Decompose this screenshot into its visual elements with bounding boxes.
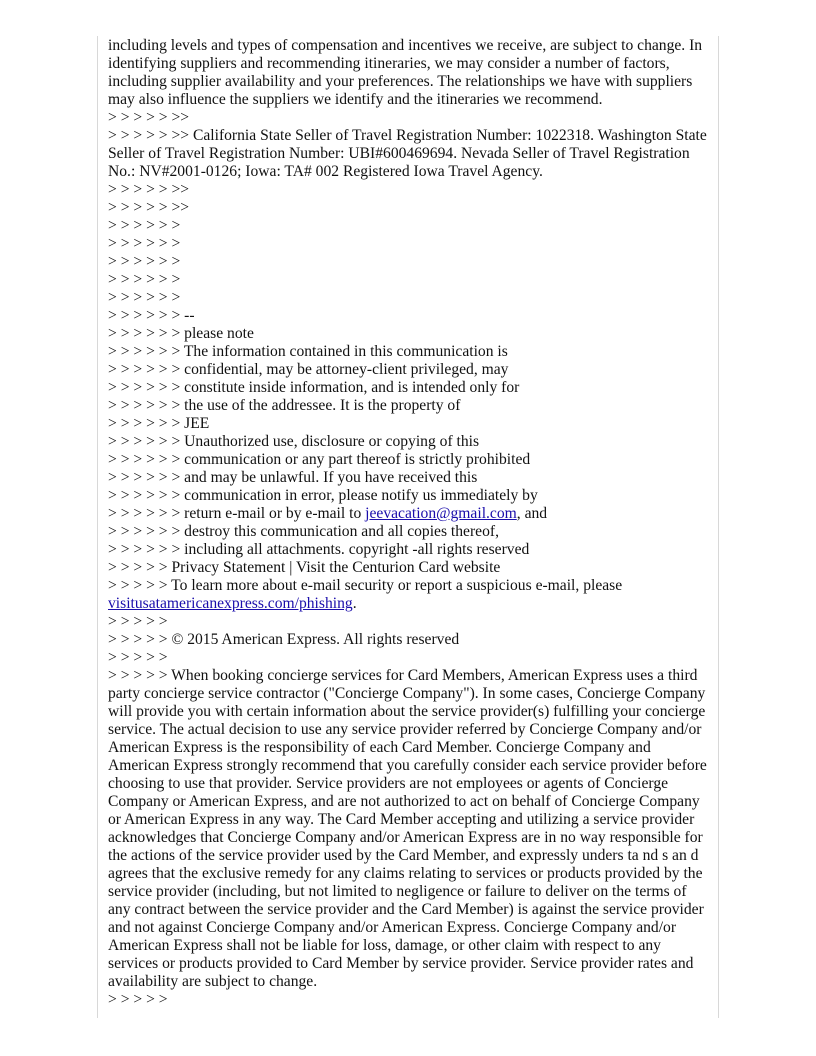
confidentiality-line: > > > > > > communication or any part thereof is strictly prohibited	[108, 451, 531, 468]
confidentiality-line: > > > > > > Unauthorized use, disclosure or copying of this	[108, 433, 480, 450]
phishing-suffix: .	[352, 595, 357, 612]
quote-line: > > > > > >	[108, 253, 181, 270]
quote-line: > > > > > >>	[108, 199, 190, 216]
email-line-suffix: , and	[516, 505, 548, 522]
quote-line: > > > > > >	[108, 235, 181, 252]
confidentiality-line: > > > > > > the use of the addressee. It is the property of	[108, 397, 461, 414]
quote-line: > > > > > >	[108, 289, 181, 306]
registration-paragraph: > > > > > >> California State Seller of Travel Registration Number: 1022318. Washington State Seller of Travel Registration Number: UBI#600469694. Nevada Seller of Travel Registration No.: NV#2001-0126; Iowa: TA# 002 Registered Iowa Travel Agency.	[108, 127, 707, 180]
email-contact-line	[108, 505, 710, 523]
security-paragraph	[108, 577, 710, 613]
quote-line: > > > > > >	[108, 217, 181, 234]
privacy-statement-line: > > > > > Privacy Statement | Visit the Centurion Card website	[108, 559, 501, 576]
quote-line: > > > > >	[108, 991, 168, 1008]
quote-line: > > > > > >	[108, 271, 181, 288]
disclosure-intro: including levels and types of compensation and incentives we receive, are subject to change. In identifying suppliers and recommending itineraries, we may consider a number of factors, including supplier availability and your preferences. The relationships we have with suppliers may also influence the suppliers we identify and the itineraries we recommend.	[108, 37, 703, 108]
concierge-paragraph: > > > > > When booking concierge services for Card Members, American Express uses a third party concierge service contractor ("Concierge Company"). In some cases, Concierge Company will provide you with certain information about the service provider(s) fulfilling your concierge service. The actual decision to use any service provider referred by Concierge Company and/or American Express is the responsibility of each Card Member. Concierge Company and American Express strongly recommend that you carefully consider each service provider before choosing to use that provider. Service providers are not employees or agents of Concierge Company or American Express, and are not authorized to act on behalf of Concierge Company or American Express in any way. The Card Member accepting and utilizing a service provider acknowledges that Concierge Company and/or American Express are in no way responsible for the actions of the service provider used by the Card Member, and expressly unders ta nd s an d agrees that the exclusive remedy for any claims relating to services or products provided by the service provider (including, but not limited to negligence or failure to deliver on the terms of any contract between the service provider and the Card Member) is against the service provider and not against Concierge Company and/or American Express. Concierge Company and/or American Express shall not be liable for loss, damage, or other claim with respect to any services or products provided to Card Member by service provider. Service provider rates and availability are subject to change.	[108, 667, 707, 990]
copyright-line: > > > > > © 2015 American Express. All rights reserved	[108, 631, 460, 648]
security-text: > > > > > To learn more about e-mail security or report a suspicious e-mail, please	[108, 577, 623, 594]
phishing-link[interactable]: visitusatamericanexpress.com/phishing	[108, 595, 353, 612]
confidentiality-line: > > > > > > The information contained in this communication is	[108, 343, 508, 360]
email-link[interactable]: jeevacation@gmail.com	[365, 505, 517, 522]
confidentiality-line: > > > > > > including all attachments. copyright -all rights reserved	[108, 541, 530, 558]
signature-separator: > > > > > > --	[108, 307, 195, 324]
confidentiality-line: > > > > > > destroy this communication and all copies thereof,	[108, 523, 499, 540]
confidentiality-line: > > > > > > and may be unlawful. If you have received this	[108, 469, 478, 486]
confidentiality-line: > > > > > > JEE	[108, 415, 210, 432]
confidentiality-line: > > > > > > please note	[108, 325, 254, 342]
quote-line: > > > > > >>	[108, 181, 190, 198]
confidentiality-line: > > > > > > constitute inside information, and is intended only for	[108, 379, 520, 396]
email-line-prefix: > > > > > > return e-mail or by e-mail to	[108, 505, 366, 522]
confidentiality-line: > > > > > > communication in error, please notify us immediately by	[108, 487, 538, 504]
quote-line: > > > > >	[108, 613, 168, 630]
quote-line: > > > > >	[108, 649, 168, 666]
quote-line: > > > > > >>	[108, 109, 190, 126]
confidentiality-line: > > > > > > confidential, may be attorney-client privileged, may	[108, 361, 509, 378]
email-body	[108, 37, 710, 1009]
